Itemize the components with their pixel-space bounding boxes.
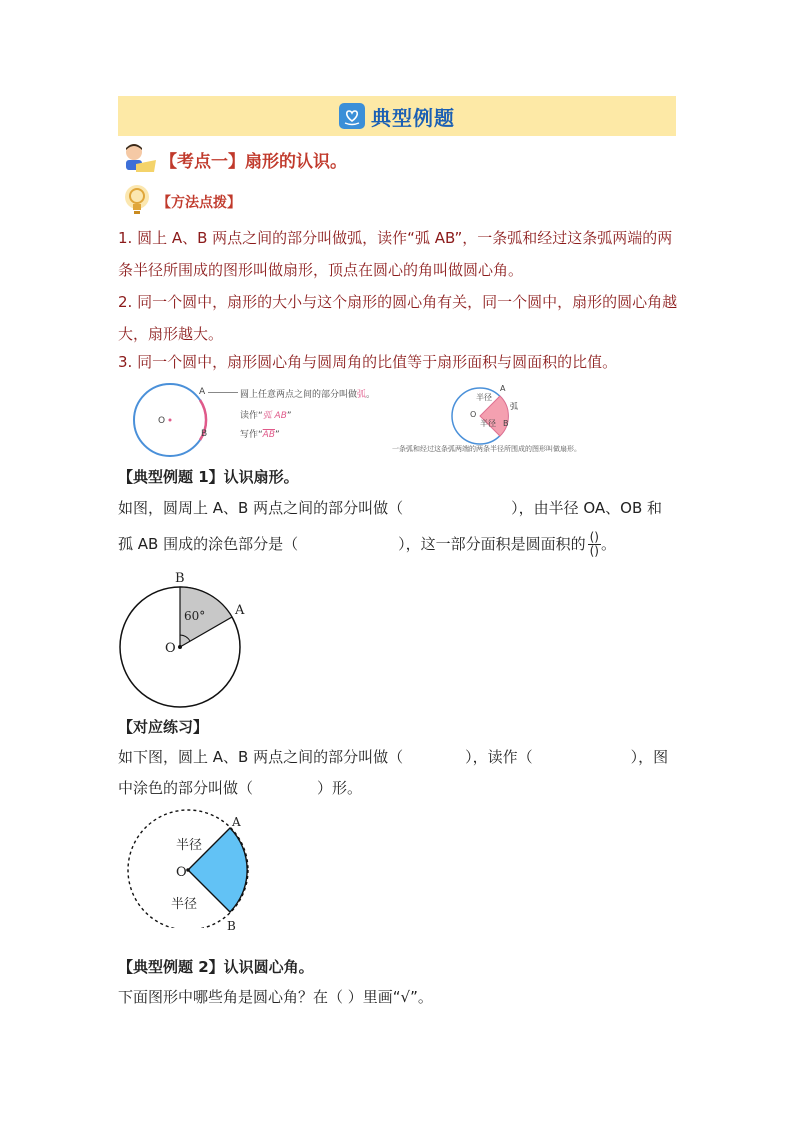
- kaodian-title: 【考点一】扇形的认识。: [160, 152, 347, 172]
- practice-label-B: B: [227, 919, 236, 933]
- ex1-heading: 【典型例题 1】认识扇形。: [118, 468, 299, 486]
- illus-right-caption: 一条弧和经过这条弧两端的两条半径所围成的图形叫做扇形。: [392, 445, 581, 453]
- illus-left-O: O: [158, 416, 166, 426]
- ex2-line: 下面图形中哪些角是圆心角？在（ ）里画“√”。: [118, 988, 433, 1006]
- rule-1: 1. 圆上 A、B 两点之间的部分叫做弧，读作“弧 AB”，一条弧和经过这条弧两端的两条半径所围成的图形叫做扇形，顶点在圆心的角叫做圆心角。: [118, 229, 673, 279]
- practice-label-O: O: [176, 865, 187, 880]
- ex1-label-B: B: [175, 571, 185, 586]
- illus-right-O: O: [470, 410, 477, 419]
- illus-left-B: B: [201, 429, 208, 439]
- practice-line2: 中涂色的部分叫做（ ）形。: [118, 779, 363, 797]
- practice-label-A: A: [232, 815, 241, 829]
- illus-right-A: A: [500, 384, 506, 393]
- ex1-line1: 如图，圆周上 A、B 两点之间的部分叫做（ ），由半径 OA、OB 和: [118, 499, 663, 517]
- heart-hand-icon: [339, 103, 365, 129]
- pointer-line: [208, 392, 238, 393]
- ex1-angle: 60°: [184, 609, 206, 623]
- ex1-line2: 孤 AB 围成的涂色部分是（ ），这一部分面积是圆面积的 $\frac{()}{()}$。: [118, 530, 616, 558]
- section-banner: [118, 96, 676, 136]
- illus-right-r2: 半径: [480, 419, 496, 428]
- practice-line1: 如下图，圆上 A、B 两点之间的部分叫做（ ），读作（ ），图: [118, 748, 669, 766]
- ex2-heading: 【典型例题 2】认识圆心角。: [118, 958, 314, 976]
- practice-label-r1: 半径: [176, 838, 203, 853]
- answer-fraction[interactable]: $\frac{()}{()}$: [589, 530, 599, 558]
- student-reading-icon: [118, 142, 158, 182]
- illus-left-A: A: [199, 387, 206, 397]
- lightbulb-icon: [122, 183, 152, 221]
- practice-heading: 【对应练习】: [118, 718, 209, 736]
- illus-left-line2: 读作“弧 AB”: [240, 411, 292, 421]
- illus-left-line3: 写作“$\overline{AB}$”: [240, 430, 280, 440]
- method-title: 【方法点拨】: [157, 195, 241, 211]
- illus-right-arc: 弧: [510, 402, 518, 411]
- banner-title: 典型例题: [371, 105, 455, 130]
- illus-right-B: B: [503, 419, 509, 428]
- rule-2: 2. 同一个圆中，扇形的大小与这个扇形的圆心角有关，同一个圆中，扇形的圆心角越大，扇形越大。: [118, 293, 678, 343]
- ex1-label-A: A: [235, 603, 245, 618]
- rule-3: 3. 同一个圆中，扇形圆心角与圆周角的比值等于扇形面积与圆面积的比值。: [118, 353, 618, 371]
- ex1-circle-figure: [112, 580, 252, 714]
- practice-label-r2: 半径: [171, 897, 198, 912]
- ex1-label-O: O: [165, 641, 176, 656]
- illus-left-line1: 圆上任意两点之间的部分叫做弧。: [240, 390, 376, 400]
- illus-right-r1: 半径: [476, 393, 492, 402]
